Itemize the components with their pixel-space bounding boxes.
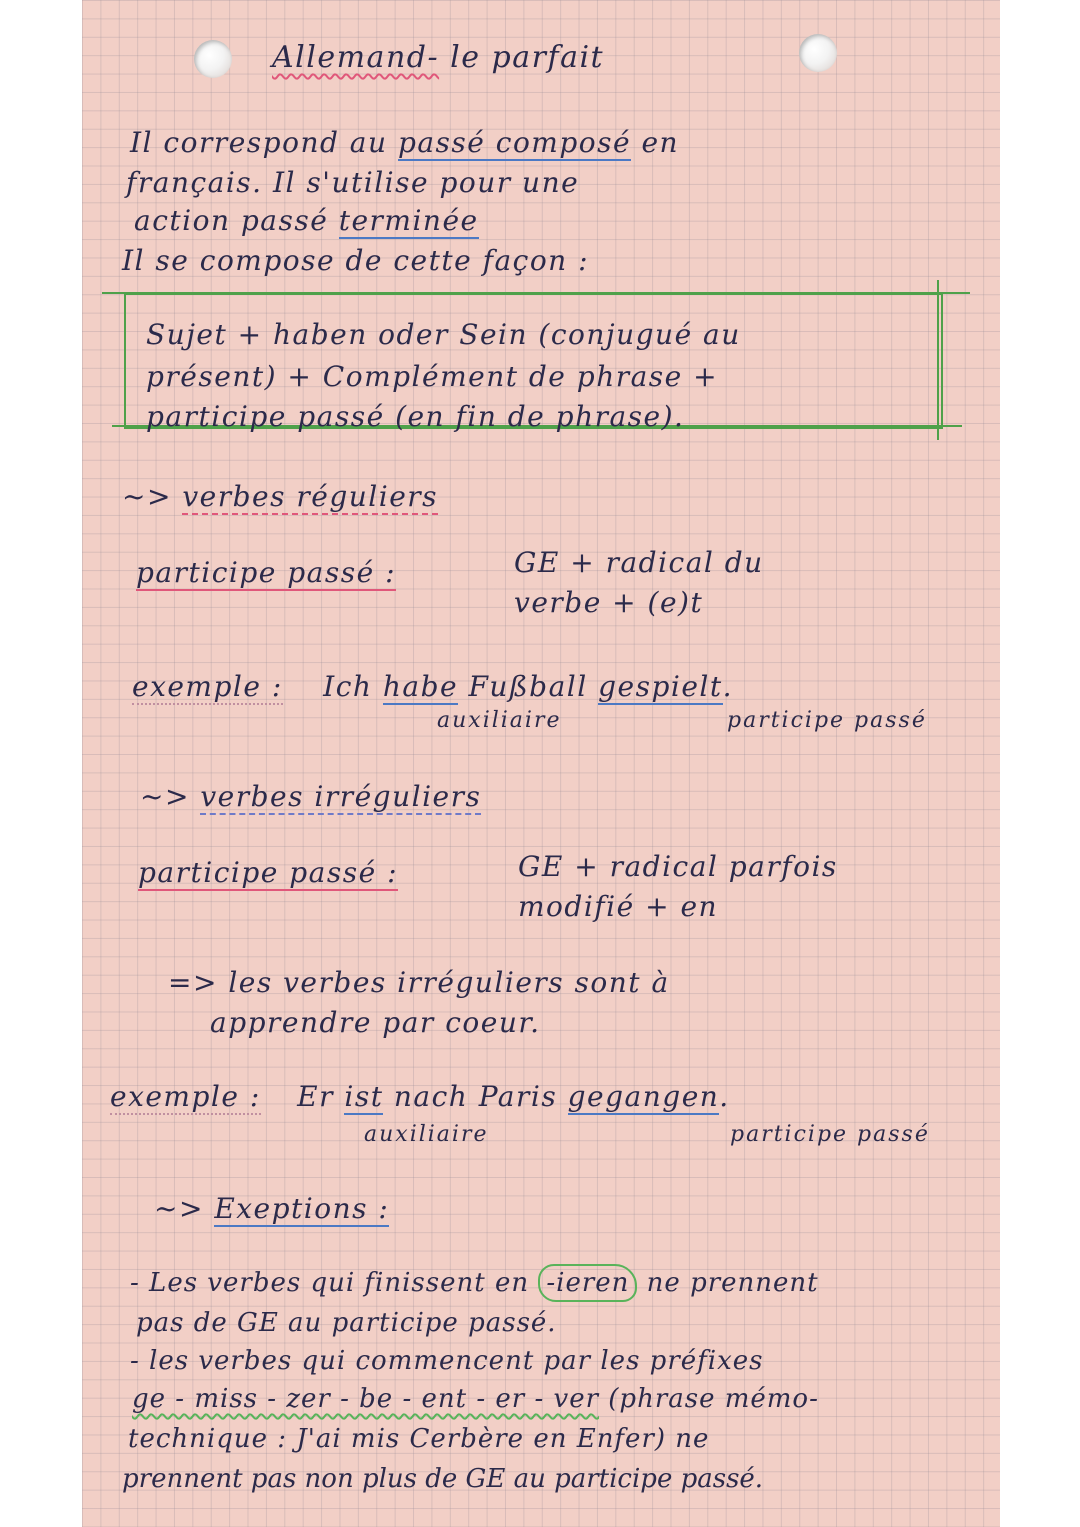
irregular-example <box>110 1080 730 1113</box>
page-title <box>272 40 604 75</box>
example-text: Ich <box>323 670 383 703</box>
regular-pp-rule-1: GE + radical du <box>514 546 764 579</box>
punch-hole-left <box>194 40 232 78</box>
irregular-heading <box>140 780 481 813</box>
formula-box-top-line <box>102 292 970 294</box>
exceptions-line-3: - les verbes qui commencent par les préfixes <box>130 1346 764 1376</box>
example-text: . <box>722 670 734 703</box>
irregular-pp-rule-2: modifié + en <box>518 890 719 923</box>
intro-line-4: Il se compose de cette façon : <box>122 244 590 277</box>
example-label: exemple : <box>110 1080 261 1113</box>
exceptions-text: ne prennent <box>637 1268 819 1298</box>
intro-text: action passé <box>134 204 339 237</box>
irregular-note-participe: participe passé <box>730 1122 930 1147</box>
example-auxiliary: ist <box>344 1080 384 1113</box>
example-participle: gespielt <box>598 670 723 703</box>
example-participle: gegangen <box>567 1080 720 1113</box>
exceptions-text: (phrase mémo- <box>599 1384 819 1414</box>
irregular-note-auxiliaire: auxiliaire <box>364 1122 489 1147</box>
irregular-pp-rule-1: GE + radical parfois <box>518 850 838 883</box>
formula-box-right-line <box>937 280 939 440</box>
intro-keyword-passe-compose: passé composé <box>397 126 632 159</box>
regular-pp-rule-2: verbe + (e)t <box>514 586 704 619</box>
exceptions-heading-text: Exeptions : <box>214 1192 390 1225</box>
regular-note-auxiliaire: auxiliaire <box>437 708 562 733</box>
regular-example <box>132 670 733 703</box>
irregular-note-1: => les verbes irréguliers sont à <box>168 966 670 999</box>
regular-pp-label <box>136 556 396 589</box>
exceptions-line-2: pas de GE au participe passé. <box>136 1308 557 1338</box>
exceptions-heading <box>154 1192 389 1225</box>
intro-line-2: français. Il s'utilise pour une <box>126 166 580 199</box>
punch-hole-right <box>799 34 837 72</box>
title-subject: Allemand- <box>272 40 440 75</box>
example-text: Er <box>297 1080 345 1113</box>
exceptions-line-4 <box>132 1384 819 1414</box>
formula-line-2: présent) + Complément de phrase + <box>146 360 719 393</box>
example-label: exemple : <box>132 670 283 703</box>
regular-note-participe: participe passé <box>727 708 927 733</box>
arrow-icon: ~> <box>122 480 172 513</box>
formula-line-3: participe passé (en fin de phrase). <box>146 400 685 433</box>
regular-heading-text: verbes réguliers <box>182 480 439 513</box>
example-text: Fußball <box>458 670 599 703</box>
regular-heading <box>122 480 438 513</box>
intro-text: Il correspond au <box>130 126 398 159</box>
intro-line-3 <box>134 204 479 237</box>
arrow-icon: ~> <box>140 780 190 813</box>
exceptions-highlight-ieren: -ieren <box>538 1264 637 1302</box>
title-topic: le parfait <box>450 40 605 75</box>
exceptions-line-6: prennent pas non plus de GE au participe passé. <box>122 1464 764 1494</box>
exceptions-line-5: technique : J'ai mis Cerbère en Enfer) ne <box>128 1424 710 1454</box>
irregular-heading-text: verbes irréguliers <box>200 780 482 813</box>
irregular-note-2: apprendre par coeur. <box>210 1006 541 1039</box>
intro-text: en <box>631 126 680 159</box>
exceptions-text: - Les verbes qui finissent en <box>130 1268 539 1298</box>
example-text: . <box>719 1080 730 1113</box>
exceptions-prefixes: ge - miss - zer - be - ent - er - ver <box>132 1384 600 1414</box>
intro-keyword-terminee: terminée <box>338 204 479 237</box>
regular-pp-label-text: participe passé : <box>136 556 396 589</box>
arrow-icon: ~> <box>154 1192 204 1225</box>
exceptions-line-1 <box>130 1268 819 1298</box>
intro-line-1 <box>130 126 679 159</box>
irregular-pp-label <box>138 856 398 889</box>
example-auxiliary: habe <box>382 670 459 703</box>
irregular-pp-label-text: participe passé : <box>138 856 398 889</box>
note-card <box>82 0 1000 1527</box>
formula-line-1: Sujet + haben oder Sein (conjugué au <box>146 318 741 351</box>
example-text: nach Paris <box>383 1080 568 1113</box>
